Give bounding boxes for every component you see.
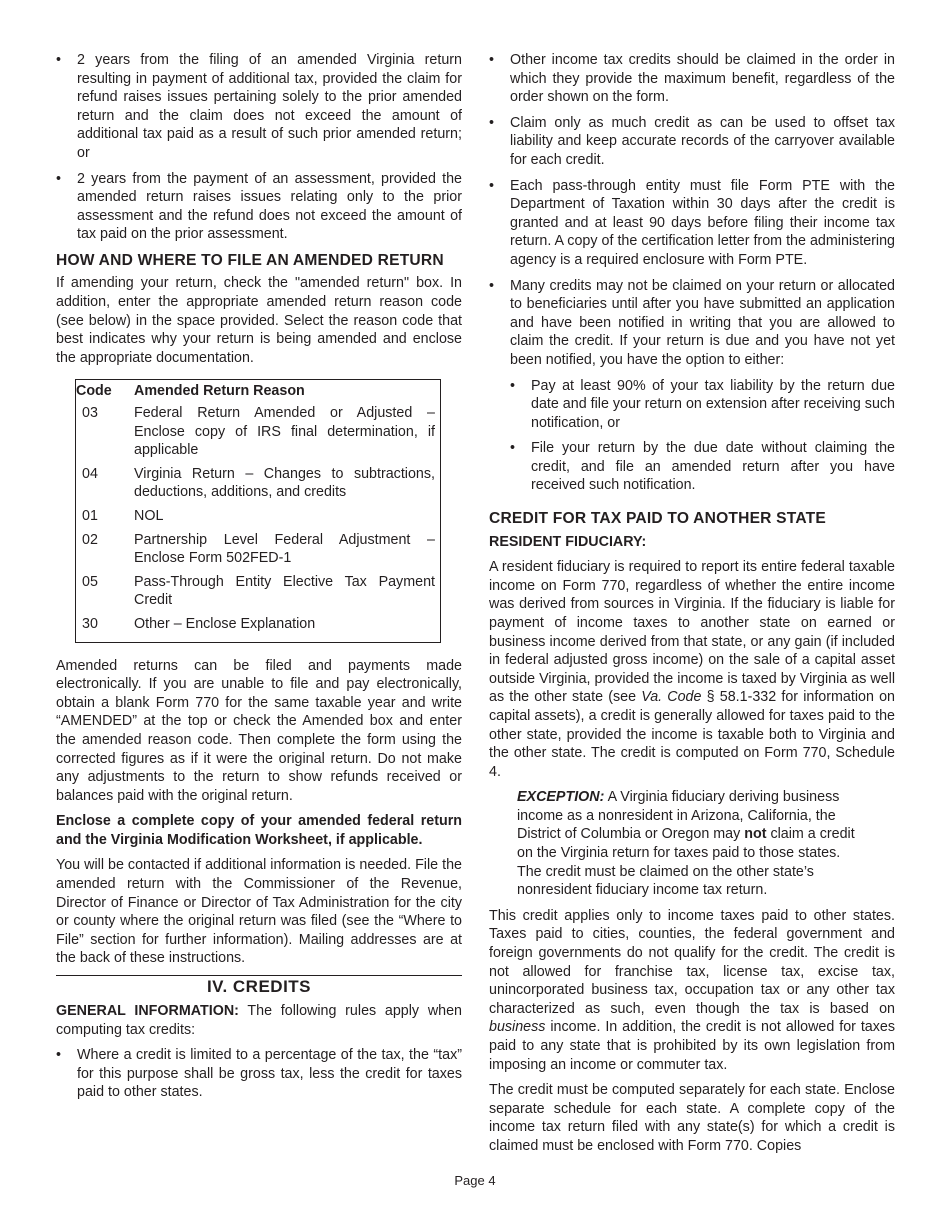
list-item: • Many credits may not be claimed on your return or allocated to beneficiaries until after you have submitted an application and have been notified in writing that you are allowed to claim the credit. If your return is due and you have not yet been notified, you have the option to either: [489, 277, 895, 370]
contact-paragraph: You will be contacted if additional information is needed. File the amended return with the Commissioner of the Revenue, Director of Finance or Director of Tax Administration for the city or county where the original return was filed (see the “Where to File” section for further information). Mailing addresses are at the back of these instructions. [56, 857, 462, 967]
list-item: • Where a credit is limited to a percentage of the tax, the “tax” for this purpose shall be gross tax, less the credit for taxes paid to other states. [56, 1046, 462, 1102]
sub-list-item: • File your return by the due date without claiming the credit, and file an amended return after you have received such notification. [510, 439, 895, 495]
list-item: • Claim only as much credit as can be used to offset tax liability and keep accurate records of the carryover available for each credit. [489, 114, 895, 170]
table-row [76, 507, 435, 526]
exception-label: EXCEPTION: [517, 789, 605, 806]
table-row [76, 531, 435, 568]
reason-code: 04 [82, 465, 98, 482]
table-row [76, 465, 435, 502]
sub-list-item: • Pay at least 90% of your tax liability by the return due date and file your return on extension after receiving such notification, or [510, 377, 895, 433]
reason-code: 01 [82, 507, 98, 524]
text-segment: This credit applies only to income taxes paid to other states. Taxes paid to cities, counties, the federal government and foreign governments do not qualify for the credit. The credit is not allowed for franchise tax, license tax, excise tax, unincorporated business tax, occupation tax or any other tax characterized as such, even though the tax is based on [489, 907, 895, 1017]
general-information-label: GENERAL INFORMATION: [56, 1003, 239, 1020]
emphasis-business: business [489, 1019, 546, 1036]
reason-code: 30 [82, 615, 98, 632]
text-segment: § 58.1-332 for information on capital assets), a credit is generally allowed for taxes paid to the other state, provided the income is taxable both to Virginia and the other state. The credit is computed on Form 770, Schedule 4. [489, 689, 895, 780]
enclose-copy-paragraph: Enclose a complete copy of your amended federal return and the Virginia Modification Worksheet, if applicable. [56, 813, 462, 848]
code-column-header: Code [76, 383, 112, 400]
reason-text: Pass-Through Entity Elective Tax Payment Credit [134, 573, 435, 609]
left-column [56, 51, 462, 1109]
table-row [76, 615, 435, 634]
page-number: Page 4 [454, 1173, 496, 1188]
resident-fiduciary-heading: RESIDENT FIDUCIARY: [489, 533, 647, 550]
other-state-credit-heading: CREDIT FOR TAX PAID TO ANOTHER STATE [489, 510, 826, 528]
credit-applies-paragraph [489, 907, 895, 1074]
text-segment: A resident fiduciary is required to report its entire federal taxable income on Form 770, regardless of whether the entire income was derived from sources in Virginia. If the fiduciary is liable for payment of income taxes to another state on earned or business income derived from that state, or any gain (if included in federal adjusted gross income) on the sale of a capital asset outside Virginia, provided the income is taxed by Virginia as well as the other state (see [489, 559, 895, 706]
reason-text: Other – Enclose Explanation [134, 615, 316, 632]
emphasis-not: not [744, 826, 767, 843]
reason-code: 03 [82, 405, 98, 421]
amended-intro-paragraph: If amending your return, check the "amended return" box. In addition, enter the appropriate amended return reason code (see below) in the space provided. Select the reason code that best indicates why your return is being amended and enclose the appropriate documentation. [56, 275, 462, 366]
text-segment: A Virginia fiduciary deriving business income as a nonresident in Arizona, California, the District of Columbia or Oregon may [517, 789, 840, 843]
list-item: • Other income tax credits should be claimed in the order in which they provide the maximum benefit, regardless of the order shown on the form. [489, 51, 895, 107]
exception-paragraph [517, 788, 867, 900]
list-item: • 2 years from the filing of an amended Virginia return resulting in payment of additional tax, provided the claim for refund raises issues pertaining solely to the prior amended return and the claim does not exceed the amount of additional tax paid as a result of such prior amended return; or [56, 51, 462, 163]
amended-return-heading: HOW AND WHERE TO FILE AN AMENDED RETURN [56, 251, 444, 269]
text-segment: claim a credit on the Virginia return for taxes paid to those states. The credit must be claimed on the other state’s nonresident fiduciary income tax return. [517, 826, 855, 899]
electronic-filing-paragraph: Amended returns can be filed and payments made electronically. If you are unable to file and pay electronically, obtain a blank Form 770 for the same taxable year and write “AMENDED” at the top or check the Amended box and enter the amended reason code. Then complete the form using the corrected figures as if it were the original return. Do not make any adjustments to the return to show refunds received or balances paid with the original return. [56, 657, 462, 804]
general-information-paragraph [56, 1002, 462, 1039]
list-item: • Each pass-through entity must file Form PTE with the Department of Taxation within 30 days after the credit is granted and at least 90 days before filing their income tax return. A copy of the certification letter from the administering agency is a required enclosure with Form PTE. [489, 177, 895, 270]
reason-code: 05 [82, 573, 98, 590]
right-column [489, 51, 895, 1163]
reason-text: Partnership Level Federal Adjustment – Enclose Form 502FED-1 [134, 531, 435, 567]
reason-text: Federal Return Amended or Adjusted – Enclose copy of IRS final determination, if applicable [134, 405, 435, 459]
computed-separately-paragraph: The credit must be computed separately for each state. Enclose separate schedule for each state. A complete copy of the income tax return filed with any state(s) for which a credit is claimed must be enclosed with Form 770. Copies [489, 1082, 895, 1154]
credits-section-title: IV. CREDITS [56, 975, 462, 997]
reason-column-header: Amended Return Reason [134, 383, 305, 400]
table-row [76, 404, 435, 460]
resident-fiduciary-paragraph [489, 558, 895, 781]
reason-code-table [75, 379, 441, 642]
list-item: • 2 years from the payment of an assessment, provided the amended return raises issues relating only to the prior assessment and the refund does not exceed the amount of tax paid on the prior assessment. [56, 170, 462, 244]
text-segment: income. In addition, the credit is not allowed for taxes paid to any state that is prohibited by its own legislation from imposing an income or commuter tax. [489, 1019, 895, 1073]
table-header [76, 382, 435, 401]
general-information-text: The following rules apply when computing tax credits: [56, 1003, 462, 1038]
code-citation: Va. Code [641, 689, 702, 706]
table-row [76, 573, 435, 610]
reason-text: Virginia Return – Changes to subtractions, deductions, additions, and credits [134, 465, 435, 501]
reason-code: 02 [82, 531, 98, 548]
reason-text: NOL [134, 507, 164, 524]
